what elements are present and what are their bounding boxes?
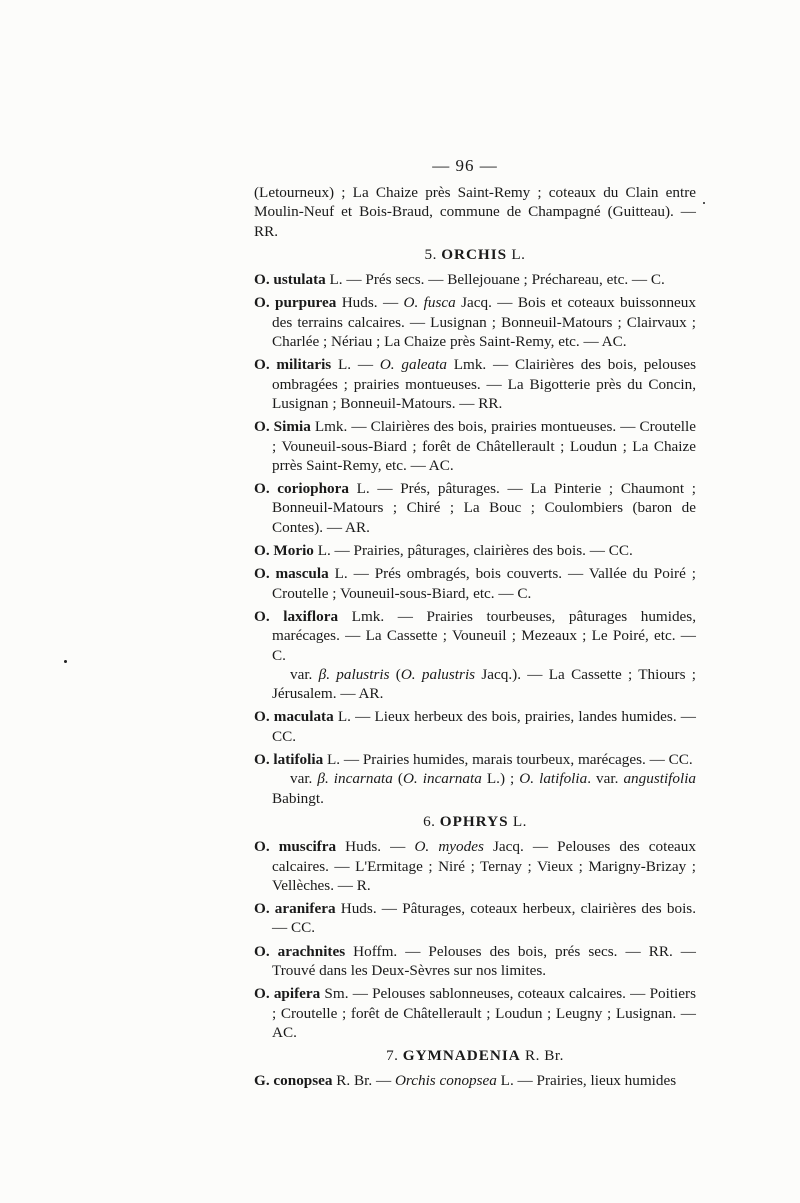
species-name: O. laxiflora (254, 607, 339, 625)
variety-name: angustifolia (623, 770, 697, 788)
species-entry (254, 293, 696, 351)
species-name: O. muscifra (254, 838, 337, 856)
heading-authority: L. (511, 245, 526, 263)
species-entry (254, 942, 696, 981)
species-text: L. — Prés secs. — Bellejouane ; Préchareau, etc. — C. (325, 271, 665, 289)
species-text: Huds. — (336, 294, 404, 312)
variety-note (254, 769, 696, 808)
section-heading-orchis (254, 245, 696, 264)
species-text: R. Br. — (332, 1072, 395, 1090)
species-text: L. — Lieux herbeux des bois, prairies, landes humides. — CC. (272, 708, 696, 745)
species-text: Jacq. — Bois et coteaux buissonneux des terrains calcaires. — Lusignan ; Bonneuil-Matours ; Clairvaux ; Charlée ; Nériau ; La Chaize près Saint-Remy, etc. — AC. (272, 294, 696, 351)
variety-text: . var. (587, 770, 624, 788)
synonym: Orchis conopsea (394, 1072, 497, 1090)
species-name: O. aranifera (254, 900, 336, 918)
variety-text: Babingt. (272, 789, 324, 807)
species-entry (254, 984, 696, 1042)
variety-text: ( (389, 665, 401, 683)
species-text: Lmk. — Clairières des bois, prairies montueuses. — Croutelle ; Vouneuil-sous-Biard ; forêt de Châtellerault ; Loudun ; La Chaize prrès Saint-Remy, etc. — AC. (272, 418, 696, 474)
species-entry (254, 607, 696, 665)
heading-authority: R. Br. (525, 1047, 564, 1065)
synonym: O. incarnata (402, 770, 482, 788)
species-text: Lmk. — Prairies tourbeuses, pâturages humides, marécages. — La Cassette ; Vouneuil ; Mezeaux ; Le Poiré, etc. — C. (272, 607, 696, 664)
synonym: O. galeata (379, 356, 447, 374)
species-entry (254, 707, 696, 746)
species-entry (254, 837, 696, 895)
variety-text: var. (290, 770, 318, 788)
heading-number: 7. (386, 1047, 399, 1065)
heading-genus: GYMNADENIA (402, 1047, 521, 1065)
intro-paragraph: (Letourneux) ; La Chaize près Saint-Remy ; coteaux du Clain entre Moulin-Neuf et Bois-Braud, commune de Champagné (Guitteau). — RR. (254, 184, 696, 240)
page-number: — 96 — (432, 156, 498, 175)
synonym: O. palustris (400, 665, 476, 683)
species-name: O. coriophora (254, 480, 349, 498)
species-entry (254, 270, 696, 289)
paper-speck (64, 660, 67, 663)
page-content (254, 183, 696, 1095)
variety-name: β. incarnata (317, 770, 393, 788)
variety-text: L.) ; (481, 770, 520, 788)
paper-speck (703, 202, 705, 204)
section-heading-gymnadenia (254, 1046, 696, 1065)
species-text: L. — Prairies humides, marais tourbeux, marécages. — CC. (323, 751, 693, 769)
species-name: O. ustulata (254, 271, 326, 289)
species-name: O. militaris (254, 356, 332, 374)
variety-name: β. palustris (318, 665, 390, 683)
species-text: L. — (331, 356, 380, 374)
species-text: Hoffm. — Pelouses des bois, prés secs. — RR. — Trouvé dans les Deux-Sèvres sur nos limites. (272, 942, 696, 979)
synonym: O. myodes (414, 838, 484, 856)
species-name: O. arachnites (254, 942, 346, 960)
species-name: O. Simia (254, 418, 311, 436)
variety-text: var. (290, 665, 319, 683)
species-text: Lmk. — Clairières des bois, pelouses ombragées ; prairies montueuses. — La Bigotterie près du Concin, Lusignan ; Bonneuil-Matours. — RR. (272, 356, 697, 412)
synonym: O. fusca (403, 294, 456, 312)
species-text: Huds. — (336, 838, 415, 856)
variety-note (254, 665, 696, 704)
species-entry (254, 899, 696, 938)
species-entry (254, 1071, 696, 1090)
species-name: O. purpurea (254, 294, 337, 312)
species-name: G. conopsea (254, 1072, 333, 1090)
heading-genus: ORCHIS (441, 245, 508, 263)
species-text: L. — Prairies, pâturages, clairières des bois. — CC. (313, 542, 633, 560)
species-name: O. Morio (254, 542, 314, 560)
species-entry (254, 417, 696, 475)
species-entry (254, 564, 696, 603)
species-name: O. mascula (254, 565, 329, 583)
species-entry (254, 479, 696, 537)
heading-authority: L. (512, 812, 527, 830)
variety-text: Jacq.). — La Cassette ; Thiours ; Jérusalem. — AR. (272, 665, 696, 703)
species-name: O. apifera (254, 985, 321, 1003)
heading-genus: OPHRYS (439, 812, 509, 830)
species-name: O. maculata (254, 708, 334, 726)
species-text: L. — Prairies, lieux humides (496, 1072, 677, 1090)
synonym: O. latifolia (519, 770, 588, 788)
species-text: Sm. — Pelouses sablonneuses, coteaux calcaires. — Poitiers ; Croutelle ; forêt de Châtellerault ; Loudun ; Leugny ; Lusignan. — AC. (272, 985, 696, 1041)
species-text: L. — Prés, pâturages. — La Pinterie ; Chaumont ; Bonneuil-Matours ; Chiré ; La Bouc ; Coulombiers (baron de Contes). — AR. (272, 480, 696, 536)
species-name: O. latifolia (254, 751, 324, 769)
species-entry (254, 750, 696, 769)
heading-number: 6. (423, 812, 436, 830)
species-text: L. — Prés ombragés, bois couverts. — Vallée du Poiré ; Croutelle ; Vouneuil-sous-Biard, etc. — C. (272, 565, 696, 602)
species-entry (254, 541, 696, 560)
section-heading-ophrys (254, 812, 696, 831)
heading-number: 5. (424, 245, 437, 263)
species-entry (254, 355, 696, 413)
species-text: Jacq. — Pelouses des coteaux calcaires. — L'Ermitage ; Niré ; Ternay ; Vieux ; Marigny-Brizay ; Vellèches. — R. (272, 838, 696, 894)
species-text: Huds. — Pâturages, coteaux herbeux, clairières des bois. — CC. (272, 900, 696, 937)
variety-text: ( (392, 770, 403, 788)
